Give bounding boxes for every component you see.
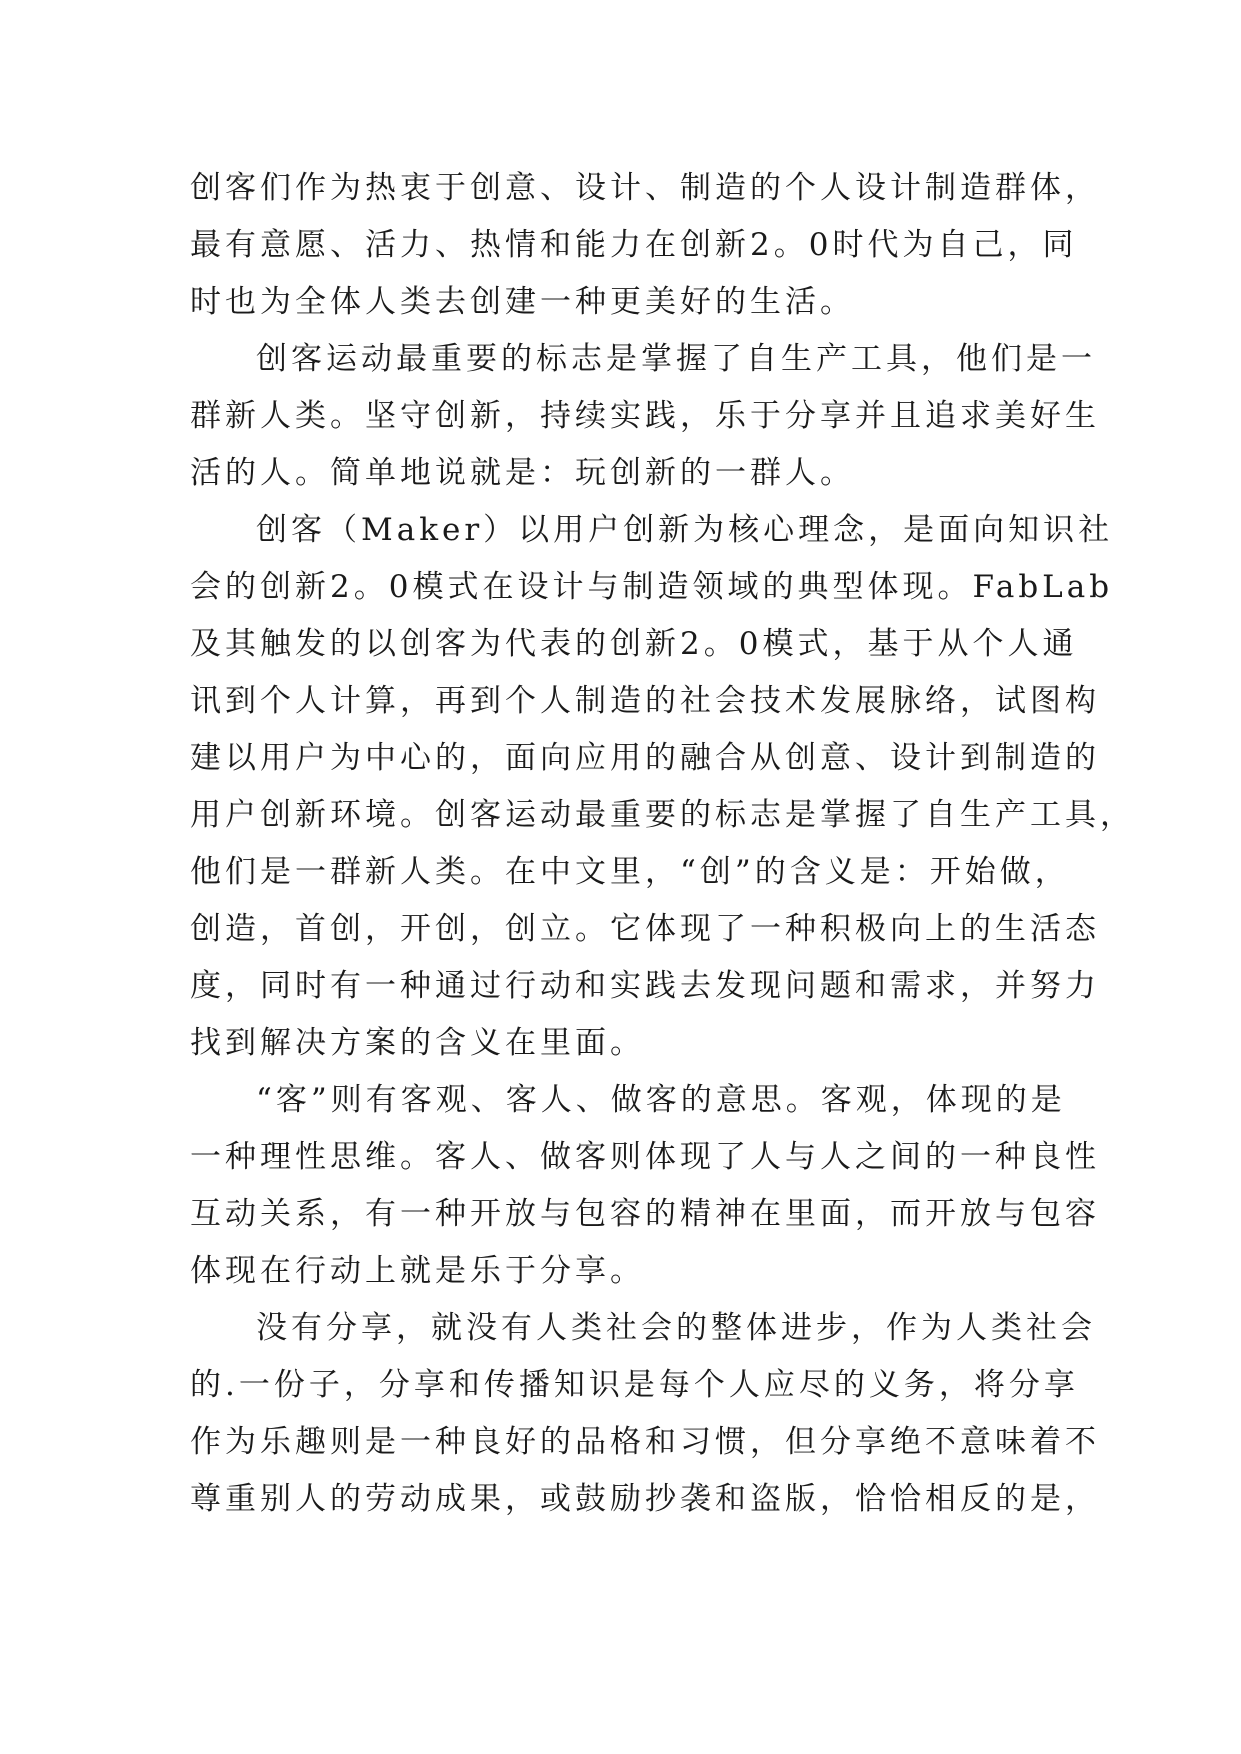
paragraph-5-line-2: 的.一份子，分享和传播知识是每个人应尽的义务，将分享	[190, 1367, 1079, 1403]
paragraph-3-line-2: 会的创新2。0模式在设计与制造领域的典型体现。FabLab	[190, 569, 1114, 605]
paragraph-3-line-4: 讯到个人计算，再到个人制造的社会技术发展脉络，试图构	[190, 683, 1100, 719]
paragraph-1-line-1: 创客们作为热衷于创意、设计、制造的个人设计制造群体，	[190, 170, 1100, 206]
paragraph-3-line-3: 及其触发的以创客为代表的创新2。0模式，基于从个人通	[190, 626, 1078, 662]
paragraph-1-line-2: 最有意愿、活力、热情和能力在创新2。0时代为自己，同	[190, 227, 1078, 263]
paragraph-5-line-3: 作为乐趣则是一种良好的品格和习惯，但分享绝不意味着不	[190, 1424, 1100, 1460]
paragraph-5-line-4: 尊重别人的劳动成果，或鼓励抄袭和盗版，恰恰相反的是，	[190, 1481, 1100, 1517]
paragraph-3-line-7: 他们是一群新人类。在中文里，“创”的含义是：开始做，	[190, 854, 1070, 890]
paragraph-3-line-6: 用户创新环境。创客运动最重要的标志是掌握了自生产工具，	[190, 797, 1135, 833]
paragraph-2-line-2: 群新人类。坚守创新，持续实践，乐于分享并且追求美好生	[190, 398, 1100, 434]
paragraph-4-line-4: 体现在行动上就是乐于分享。	[190, 1253, 645, 1289]
paragraph-4-line-2: 一种理性思维。客人、做客则体现了人与人之间的一种良性	[190, 1139, 1100, 1175]
paragraph-3-line-10: 找到解决方案的含义在里面。	[190, 1025, 645, 1061]
paragraph-1-line-3: 时也为全体人类去创建一种更美好的生活。	[190, 284, 855, 320]
paragraph-3-line-8: 创造，首创，开创，创立。它体现了一种积极向上的生活态	[190, 911, 1100, 947]
document-body	[190, 160, 1135, 1528]
paragraph-3-line-9: 度，同时有一种通过行动和实践去发现问题和需求，并努力	[190, 968, 1100, 1004]
paragraph-3-line-5: 建以用户为中心的，面向应用的融合从创意、设计到制造的	[190, 740, 1100, 776]
paragraph-2-line-1: 创客运动最重要的标志是掌握了自生产工具，他们是一	[256, 341, 1096, 377]
paragraph-2-line-3: 活的人。简单地说就是：玩创新的一群人。	[190, 455, 855, 491]
paragraph-3-line-1: 创客（Maker）以用户创新为核心理念，是面向知识社	[256, 512, 1114, 548]
paragraph-4-line-3: 互动关系，有一种开放与包容的精神在里面，而开放与包容	[190, 1196, 1100, 1232]
paragraph-4-line-1: “客”则有客观、客人、做客的意思。客观，体现的是	[256, 1082, 1066, 1118]
paragraph-5-line-1: 没有分享，就没有人类社会的整体进步，作为人类社会	[256, 1310, 1096, 1346]
